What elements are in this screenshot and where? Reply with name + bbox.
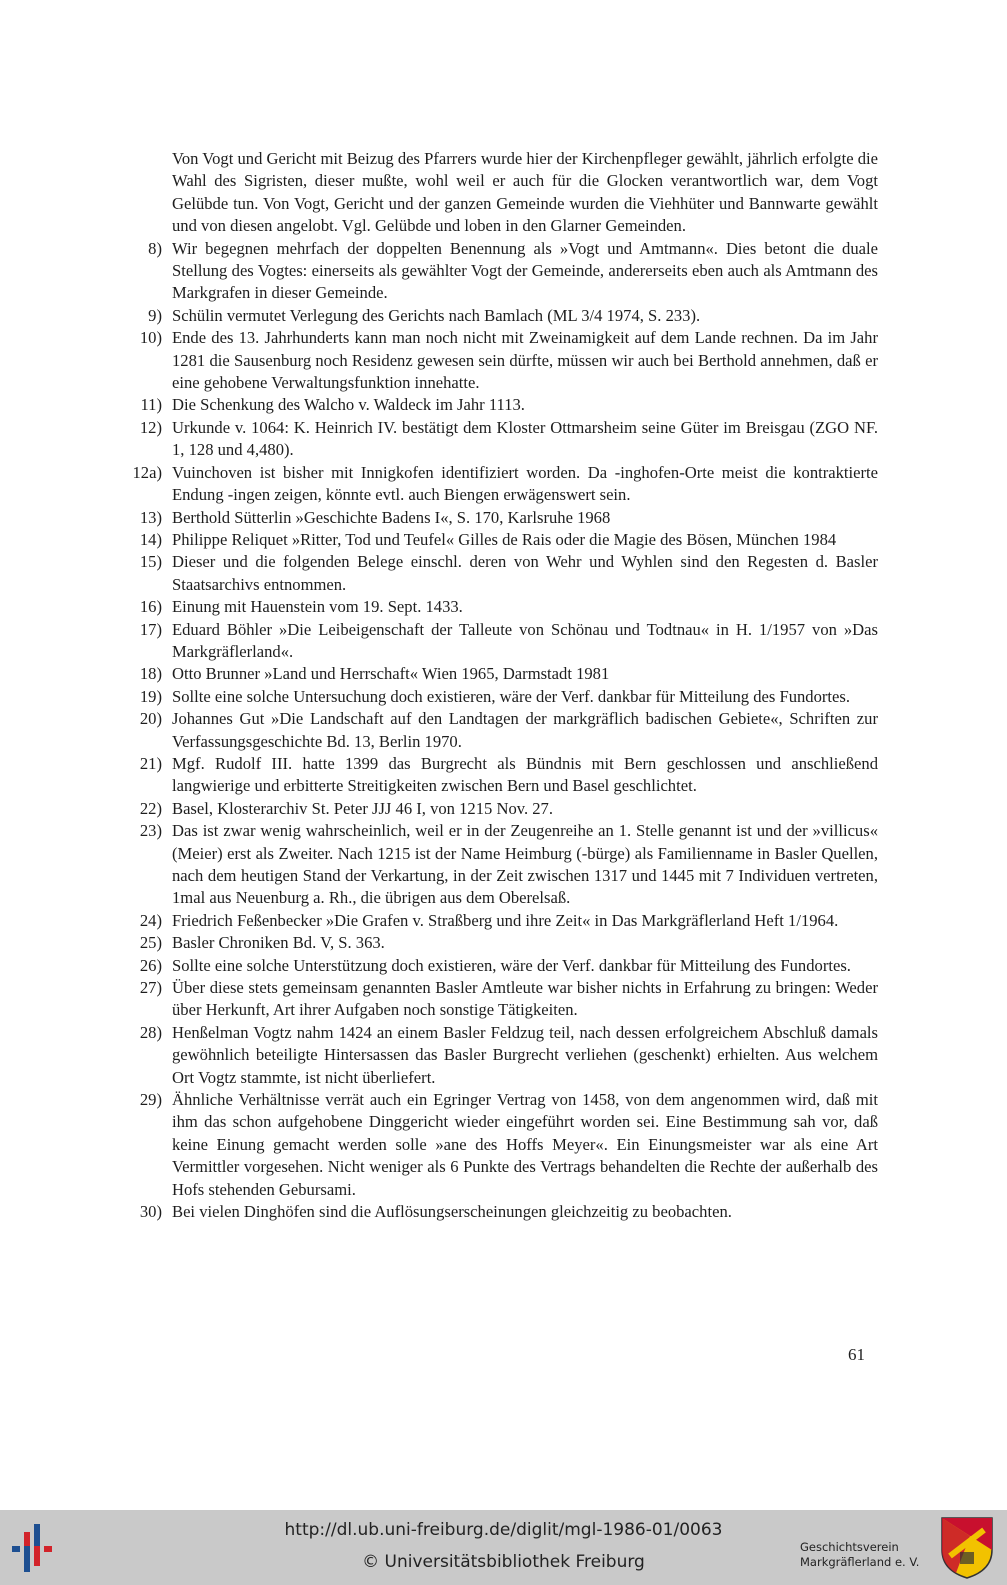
footnote-text: Otto Brunner »Land und Herrschaft« Wien 1965, Darmstadt 1981 <box>172 664 610 684</box>
footnote-number: 8) <box>148 238 162 258</box>
footnote-text: Sollte eine solche Unterstützung doch existieren, wäre der Verf. dankbar für Mitteilung des Fundortes. <box>172 955 851 975</box>
footnote-number: 24) <box>139 910 162 930</box>
footnote-text: Sollte eine solche Untersuchung doch existieren, wäre der Verf. dankbar für Mitteilung des Fundortes. <box>172 686 851 706</box>
footnote-text: Das ist zwar wenig wahrscheinlich, weil er in der Zeugenreihe an 1. Stelle genannt ist und der »villicus« (Meier) erst als Zweiter. Nach 1215 ist der Name Heimburg (-bürge) als Familienname in Basler Quellen, nach dem heutigen Stand der Verkartung, in der Zeit zwischen 1317 und 1445 mit 7 Individuen vertreten, 1mal aus Neuenburg a. Rh., die übrigen aus dem Oberelsaß. <box>172 821 878 908</box>
footnote-item <box>128 327 878 394</box>
footnote-text: Basler Chroniken Bd. V, S. 363. <box>172 933 385 953</box>
footnote-text: Wir begegnen mehrfach der doppelten Benennung als »Vogt und Amtmann«. Dies betont die duale Stellung des Vogtes: einerseits als gewählter Vogt der Gemeinde, andererseits eben auch als Amtmann des Markgrafen in dieser Gemeinde. <box>172 238 878 303</box>
footnote-text: Dieser und die folgenden Belege einschl. deren von Wehr und Wyhlen sind den Regesten d. Basler Staatsarchivs entnommen. <box>172 552 878 594</box>
footnote-text: Johannes Gut »Die Landschaft auf den Landtagen der markgräflich badischen Gebiete«, Schriften zur Verfassungsgeschichte Bd. 13, Berlin 1970. <box>172 709 878 751</box>
footnote-item <box>128 708 878 753</box>
footnote-text: Berthold Sütterlin »Geschichte Badens I«, S. 170, Karlsruhe 1968 <box>172 507 611 527</box>
footnote-number: 25) <box>139 933 162 953</box>
footnote-text: Eduard Böhler »Die Leibeigenschaft der Talleute von Schönau und Todtnau« in H. 1/1957 von »Das Markgräflerland«. <box>172 619 878 661</box>
footnote-text: Henßelman Vogtz nahm 1424 an einem Basler Feldzug teil, nach dessen erfolgreichem Abschluß damals gewöhnlich beteiligte Hintersassen das Basler Burgrecht verliehen (geschenkt) erhielten. Aus welchem Ort Vogtz stammte, ist nicht überliefert. <box>172 1022 878 1087</box>
footnote-number: 14) <box>139 529 162 549</box>
page-number: 61 <box>848 1345 865 1364</box>
footnote-text: Philippe Reliquet »Ritter, Tod und Teufel« Gilles de Rais oder die Magie des Bösen, München 1984 <box>172 529 837 549</box>
footnote-text: Friedrich Feßenbecker »Die Grafen v. Straßberg und ihre Zeit« in Das Markgräflerland Heft 1/1964. <box>172 910 839 930</box>
footnote-item <box>128 394 878 416</box>
footnote-number: 16) <box>139 597 162 617</box>
footnote-item <box>128 238 878 305</box>
footnote-item <box>128 551 878 596</box>
footnote-text: Basel, Klosterarchiv St. Peter JJJ 46 I, von 1215 Nov. 27. <box>172 798 553 818</box>
footnote-item <box>128 1089 878 1201</box>
footnote-text: Über diese stets gemeinsam genannten Basler Amtleute war bisher nichts in Erfahrung zu bringen: Weder über Herkunft, Art ihrer Aufgaben noch sonstige Tätigkeiten. <box>172 978 878 1020</box>
footer-bar <box>0 1510 1007 1585</box>
footnote-number: 17) <box>139 619 162 639</box>
footnote-item <box>128 686 878 708</box>
footnote-item <box>128 910 878 932</box>
footnote-item <box>128 932 878 954</box>
footnote-number: 23) <box>139 821 162 841</box>
footnote-text: Die Schenkung des Walcho v. Waldeck im Jahr 1113. <box>172 395 525 415</box>
footnote-number: 10) <box>139 328 162 348</box>
footnote-item <box>128 977 878 1022</box>
footnote-text: Ende des 13. Jahrhunderts kann man noch nicht mit Zweinamigkeit auf dem Lande rechnen. Da im Jahr 1281 die Sausenburg noch Residenz gewesen sein dürfte, müssen wir auch bei Berthold annehmen, daß er eine gehobene Verwaltungsfunktion innehatte. <box>172 328 878 393</box>
footnotes-block <box>128 148 878 1224</box>
footnote-item <box>128 417 878 462</box>
footnote-number: 29) <box>139 1090 162 1110</box>
footnote-number: 28) <box>139 1022 162 1042</box>
footnote-item <box>128 596 878 618</box>
footnote-number: 15) <box>139 552 162 572</box>
footer-org-name <box>800 1540 935 1570</box>
footer-copyright: © Universitätsbibliothek Freiburg <box>362 1552 645 1572</box>
footnote-item <box>128 1022 878 1089</box>
footnote-number: 22) <box>139 798 162 818</box>
footnote-item <box>128 529 878 551</box>
footnote-number: 19) <box>139 686 162 706</box>
footnote-item <box>128 462 878 507</box>
intro-paragraph: Von Vogt und Gericht mit Beizug des Pfarrers wurde hier der Kirchenpfleger gewählt, jährlich erfolgte die Wahl des Sigristen, dieser mußte, wohl weil er auch für die Glocken verantwortlich war, dem Vogt Gelübde tun. Von Vogt, Gericht und der ganzen Gemeinde wurden die Viehhüter und Bannwarte gewählt und von diesen angelobt. Vgl. Gelübde und loben in den Glarner Gemeinden. <box>172 149 878 236</box>
footnote-text: Schülin vermutet Verlegung des Gerichts nach Bamlach (ML 3/4 1974, S. 233). <box>172 305 701 325</box>
footnote-number: 12a) <box>132 462 162 482</box>
footnote-number: 13) <box>139 507 162 527</box>
footnote-number: 20) <box>139 709 162 729</box>
footnote-text: Einung mit Hauenstein vom 19. Sept. 1433. <box>172 597 463 617</box>
coat-of-arms-icon <box>940 1516 994 1580</box>
footnote-list <box>128 238 878 1224</box>
footnote-item <box>128 663 878 685</box>
footnote-item <box>128 507 878 529</box>
footnote-item <box>128 305 878 327</box>
footnote-item <box>128 753 878 798</box>
footer-org-line1: Geschichtsverein <box>800 1540 899 1554</box>
footnote-number: 12) <box>139 417 162 437</box>
footnote-number: 26) <box>139 955 162 975</box>
footnote-item <box>128 820 878 910</box>
footnote-number: 30) <box>139 1202 162 1222</box>
footnote-number: 27) <box>139 978 162 998</box>
footnote-number: 21) <box>139 753 162 773</box>
footnote-item <box>128 1201 878 1223</box>
footnote-item <box>128 798 878 820</box>
footnote-number: 11) <box>140 395 162 415</box>
footnote-text: Ähnliche Verhältnisse verrät auch ein Egringer Vertrag von 1458, von dem angenommen wird, daß mit ihm das schon aufgehobene Dinggericht wieder eingeführt worden sei. Eine Bestimmung sah vor, daß keine Einung gemacht werden solle »ane des Hoffs Meyer«. Ein Einungsmeister war als eine Art Vermittler vorgesehen. Nicht weniger als 6 Punkte des Vertrags behandelten die Rechte der außerhalb des Hofs stehenden Gebursami. <box>172 1090 878 1199</box>
footer-org-line2: Markgräflerland e. V. <box>800 1555 920 1569</box>
footnote-number: 9) <box>148 305 162 325</box>
footnote-text: Vuinchoven ist bisher mit Innigkofen identifiziert worden. Da -inghofen-Orte meist die kontraktierte Endung -ingen zeigen, könnte evtl. auch Biengen erwägenswert sein. <box>172 462 878 505</box>
footnote-text: Bei vielen Dinghöfen sind die Auflösungserscheinungen gleichzeitig zu beobachten. <box>172 1202 732 1222</box>
footnote-text: Urkunde v. 1064: K. Heinrich IV. bestätigt dem Kloster Ottmarsheim seine Güter im Breisgau (ZGO NF. 1, 128 und 4,480). <box>172 417 878 460</box>
footer-url-link[interactable]: http://dl.ub.uni-freiburg.de/diglit/mgl-1986-01/0063 <box>284 1520 723 1540</box>
footnote-number: 18) <box>139 664 162 684</box>
footnote-item <box>128 955 878 977</box>
footnote-text: Mgf. Rudolf III. hatte 1399 das Burgrecht als Bündnis mit Bern geschlossen und anschließend langwierige und erbitterte Streitigkeiten zwischen Bern und Basel geschlichtet. <box>172 753 878 796</box>
footnote-item <box>128 619 878 664</box>
